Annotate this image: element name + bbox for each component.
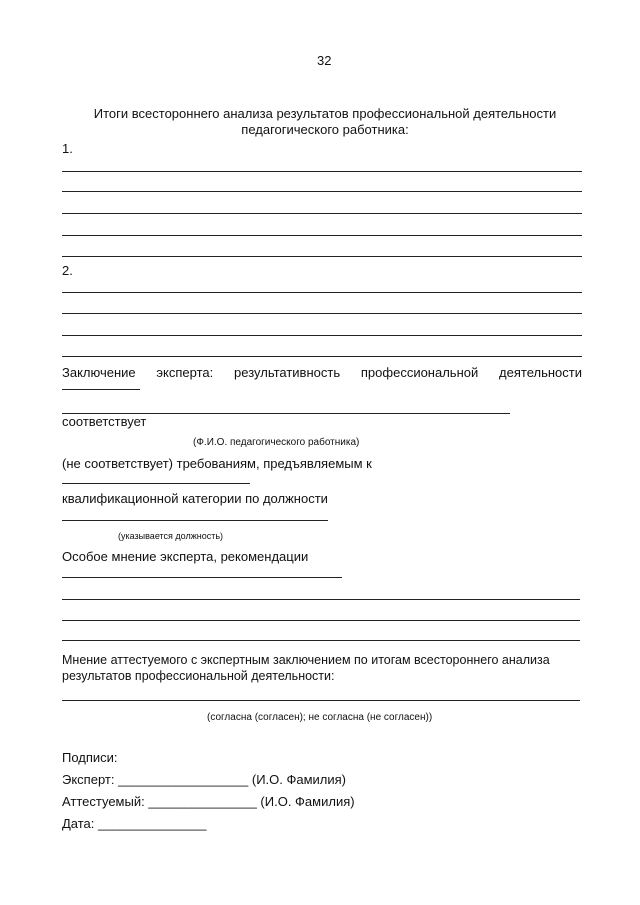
section-1-line xyxy=(62,191,582,192)
requirements-line xyxy=(62,483,250,484)
date-blank: _______________ xyxy=(98,816,207,831)
attestee-signature-row xyxy=(62,794,355,810)
document-heading xyxy=(60,106,590,138)
conclusion-word: результативность xyxy=(234,365,341,380)
special-opinion-line xyxy=(62,599,580,600)
teacher-name-caption: (Ф.И.О. педагогического работника) xyxy=(193,437,360,448)
special-opinion-text: Особое мнение эксперта, рекомендации xyxy=(62,549,309,564)
section-2-line xyxy=(62,313,582,314)
page-number: 32 xyxy=(317,53,332,68)
attestee-label: Аттестуемый: xyxy=(62,794,145,809)
heading-line-1: Итоги всестороннего анализа результатов профессиональной деятельности xyxy=(93,106,557,121)
section-1-line xyxy=(62,235,582,236)
category-text: квалификационной категории по должности xyxy=(62,491,328,506)
attestee-opinion-line-2: результатов профессиональной деятельности: xyxy=(62,669,335,683)
conclusion-short-line xyxy=(62,389,140,390)
attestee-name-caption: (И.О. Фамилия) xyxy=(260,794,355,809)
section-2-line xyxy=(62,335,582,336)
position-caption: (указывается должность) xyxy=(118,531,224,541)
expert-signature-blank: __________________ xyxy=(118,772,249,787)
attestee-opinion-line xyxy=(62,700,580,701)
signatures-heading: Подписи: xyxy=(62,750,118,765)
expert-label: Эксперт: xyxy=(62,772,115,787)
section-1-label: 1. xyxy=(62,141,73,156)
section-2-label: 2. xyxy=(62,263,73,278)
section-1-line xyxy=(62,256,582,257)
heading-line-2: педагогического работника: xyxy=(241,122,409,137)
conclusion-line xyxy=(62,365,582,381)
requirements-text: (не соответствует) требованиям, предъявляемым к xyxy=(62,456,372,471)
attestee-signature-blank: _______________ xyxy=(148,794,257,809)
section-2-line xyxy=(62,292,582,293)
attestee-opinion-caption: (согласна (согласен); не согласна (не согласен)) xyxy=(207,712,433,723)
special-opinion-line xyxy=(62,640,580,641)
conclusion-word: деятельности xyxy=(499,365,582,380)
expert-name-caption: (И.О. Фамилия) xyxy=(251,772,347,787)
section-1-line xyxy=(62,171,582,172)
section-1-line xyxy=(62,213,582,214)
position-line xyxy=(62,520,328,521)
date-row xyxy=(62,816,206,832)
corresponds-text: соответствует xyxy=(62,414,147,429)
attestee-opinion-text xyxy=(62,652,580,684)
section-2-line xyxy=(62,356,582,357)
conclusion-word: эксперта: xyxy=(156,365,214,380)
special-opinion-line xyxy=(62,577,342,578)
expert-signature-row xyxy=(62,772,346,788)
conclusion-word: профессиональной xyxy=(360,365,479,380)
special-opinion-line xyxy=(62,620,580,621)
conclusion-word: Заключение xyxy=(62,365,136,380)
date-label: Дата: xyxy=(62,816,95,831)
attestee-opinion-line-1: Мнение аттестуемого с экспертным заключением по итогам всестороннего анализа xyxy=(62,653,550,667)
